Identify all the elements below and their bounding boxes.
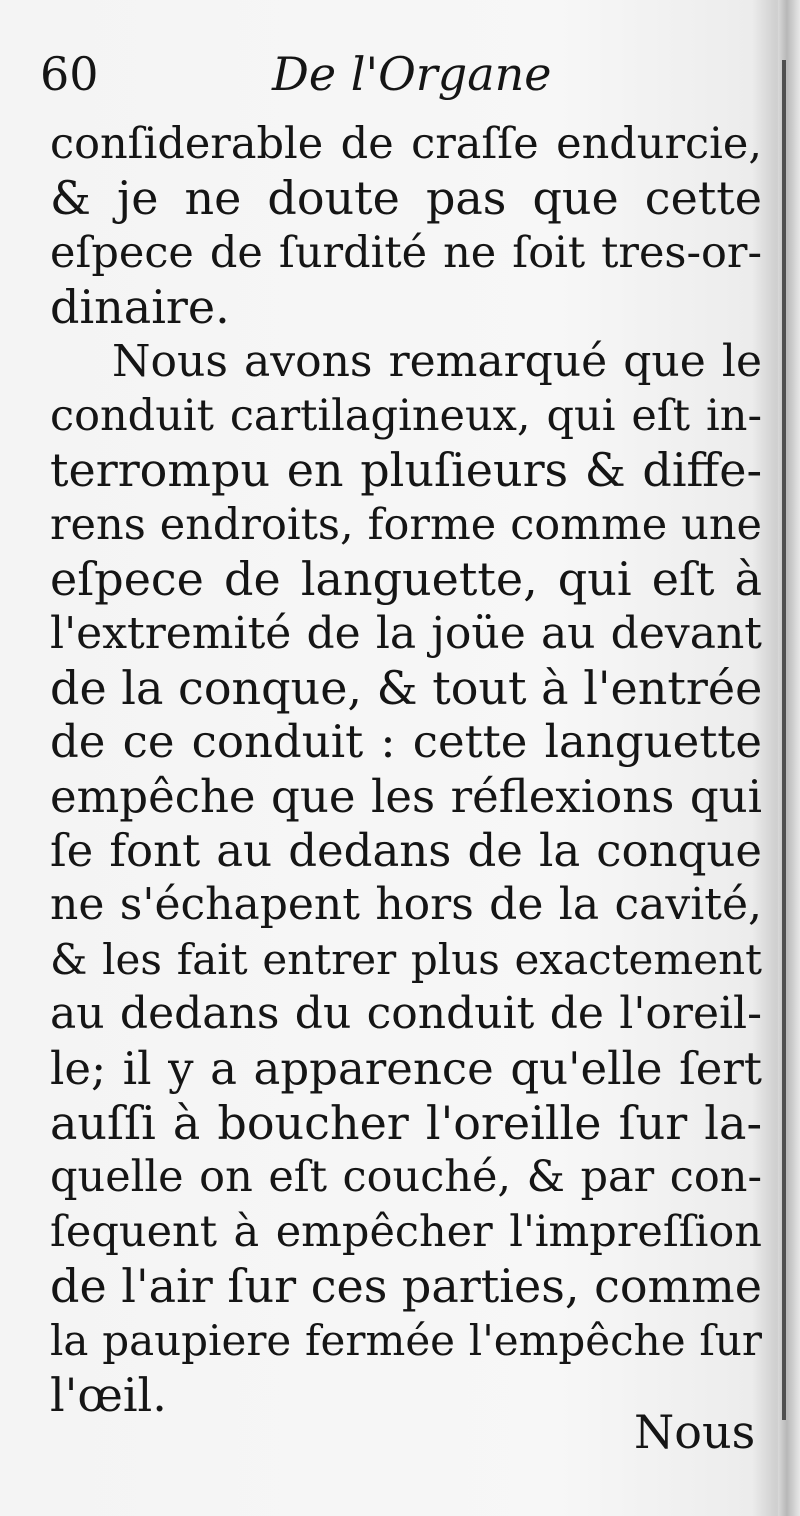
page-number: 60 (40, 47, 99, 101)
body-text (50, 117, 762, 1422)
text-line: dinaire. (50, 280, 230, 335)
text-line: terrompu en pluſieurs & diffe- (50, 443, 762, 498)
text-line: eſpece de ſurdité ne ſoit tres-or- (50, 227, 762, 278)
text-line: & les fait entrer plus exactement (50, 934, 762, 984)
text-line: le; il y a apparence qu'elle ſert (50, 1041, 762, 1095)
binding-edge-line (782, 60, 786, 1420)
text-line: empêche que les réflexions qui (50, 769, 762, 823)
text-line: au dedans du conduit de l'oreil- (50, 988, 762, 1040)
text-line: ſequent à empêcher l'impreſſion (50, 1206, 762, 1257)
text-line: de ce conduit : cette languette (50, 715, 762, 769)
text-line: Nous avons remarqué que le (112, 335, 762, 387)
text-line: de l'air ſur ces parties, comme (50, 1259, 762, 1314)
text-line: & je ne doute pas que cette (50, 171, 762, 226)
text-line: rens endroits, forme comme une (50, 499, 762, 550)
catchword: Nous (634, 1405, 756, 1459)
text-line: conduit cartilagineux, qui eſt in- (50, 390, 762, 441)
text-line: auſſi à boucher l'oreille ſur la- (50, 1096, 762, 1151)
text-line: l'œil. (50, 1367, 167, 1422)
page-header (40, 42, 740, 106)
text-line: quelle on eſt couché, & par con- (50, 1152, 762, 1203)
running-title: De l'Organe (272, 47, 552, 101)
text-line: ſe font au dedans de la conque (50, 824, 762, 878)
text-line: l'extremité de la joüe au devant (50, 607, 762, 659)
text-line: ne s'échapent hors de la cavité, (50, 879, 762, 931)
text-line: eſpece de languette, qui eſt à (50, 552, 762, 607)
text-line: de la conque, & tout à l'entrée (50, 660, 763, 715)
text-line: conſiderable de craſſe endurcie, (50, 119, 762, 169)
text-line: la paupiere fermée l'empêche ſur (50, 1315, 762, 1365)
